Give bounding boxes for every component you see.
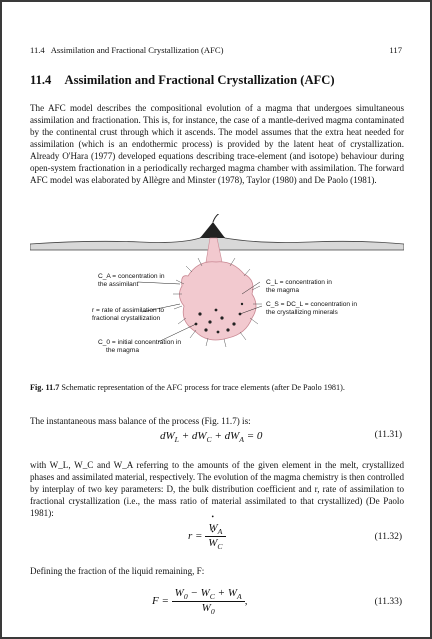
afc-figure [30,214,404,374]
label-cl-2: the magma [266,287,299,294]
figure-caption-label: Fig. 11.7 [30,383,60,392]
equation-11-33-body: F = $\frac{W_0 - W_C + W_A}{W_0}$ , [152,587,248,617]
figure-caption [30,383,404,392]
label-c0: C_0 = initial concentration in [98,339,182,346]
eruption-plume [213,214,222,222]
running-head [30,45,402,55]
label-cs-2: the crystallizing minerals [266,309,338,316]
equation-number: (11.32) [374,532,402,542]
equation-number: (11.33) [374,597,402,607]
equation-11-32-body: r = • $W_A$ • $W_C$ [188,522,226,551]
section-number: 11.4 [30,73,52,87]
mass-balance-paragraph: The instantaneous mass balance of the process (Fig. 11.7) is: [30,416,251,426]
leader-ca [138,282,180,284]
equation-11-31 [2,430,430,448]
intro-paragraph: The AFC model describes the compositional evolution of a magma that undergoes simultaneous assimilation and fractionation. This is, for instance, the case of a mantle-derived magma contaminated by the continental crust through which it ascends. The model assumes that the extra heat needed for assimilation (which is an endothermic process) is provided by the latent heat of crystallization. Already O'Hara (1977) developed equations describing trace-element (and isotope) behaviour during open-system fractionation in a periodically recharged magma chamber with assimilation. The forward AFC model was elaborated by Allègre and Minster (1978), Taylor (1980) and De Paolo (1981). [30,103,404,185]
label-cs: C_S = DC_L = concentration in [266,301,358,308]
label-ca-2: the assimilant [98,281,139,288]
fraction-paragraph: Defining the fraction of the liquid remaining, F: [30,566,205,576]
definitions-paragraph: with W_L, W_C and W_A referring to the amounts of the given element in the melt, crystallized phases and assimilated material, respectively. The evolution of the magma chemistry is then controlled by interplay of two key parameters: D, the bulk distribution coefficient and r, rate of assimilation to fractional crystallization (i.e., the mass ratio of material assimilated to that crystallized) (De Paolo 1981): [30,460,404,518]
label-r: r = rate of assimilation to [92,307,165,314]
equation-11-32 [2,522,430,558]
section-title: Assimilation and Fractional Crystallization (AFC) [64,73,335,87]
page-number: 117 [389,45,402,55]
label-ca: C_A = concentration in [98,273,165,280]
equation-number: (11.31) [374,430,402,440]
label-c0-2: the magma [106,347,139,354]
section-heading [30,73,335,88]
equation-11-33 [2,587,430,623]
label-r-2: fractional crystallization [92,315,161,322]
label-cl: C_L = concentration in [266,279,332,286]
figure-caption-text: Schematic representation of the AFC process for trace elements (after De Paolo 1981). [61,383,345,392]
equation-11-31-body: $dW_L + dW_C + dW_A = 0$ [160,430,263,445]
magma-chamber [179,262,256,340]
running-head-title: 11.4 Assimilation and Fractional Crystallization (AFC) [30,45,224,55]
volcano [200,222,225,238]
